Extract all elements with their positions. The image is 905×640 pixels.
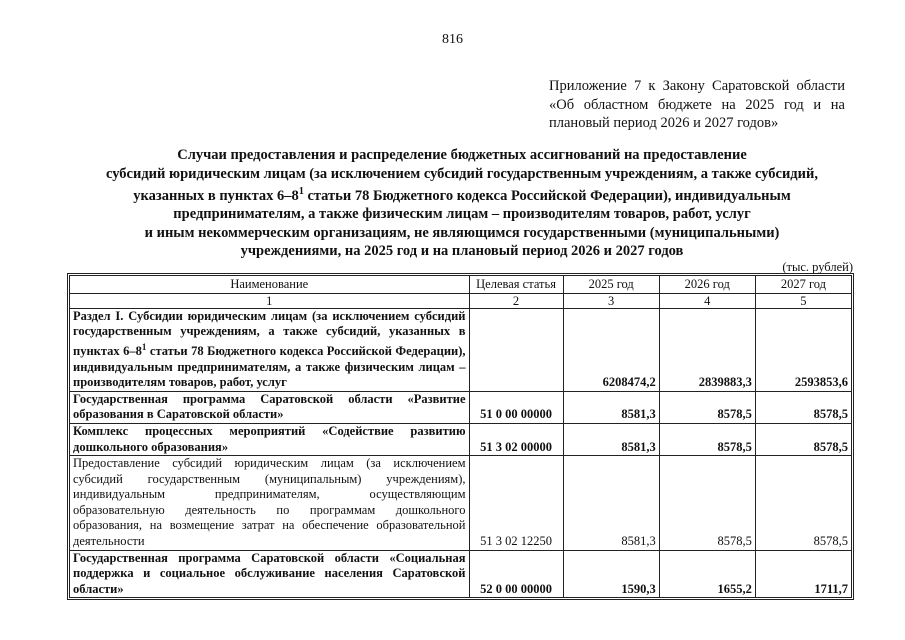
- title-line: учреждениями, на 2025 год и на плановый период 2026 и 2027 годов: [240, 243, 684, 260]
- row-2025: 8581,3: [563, 456, 659, 551]
- title-line: Случаи предоставления и распределение бюджетных ассигнований на предоставление: [177, 147, 747, 163]
- column-number: 3: [563, 293, 659, 308]
- row-2027: 1711,7: [755, 550, 851, 598]
- row-code: 51 3 02 12250: [469, 456, 563, 551]
- column-number: 2: [469, 293, 563, 308]
- row-2027: 8578,5: [755, 391, 851, 423]
- appendix-line: «Об областном бюджете на 2025 год и на: [549, 96, 845, 113]
- header-2026: 2026 год: [659, 276, 755, 294]
- title-line: субсидий юридическим лицам (за исключением субсидий государственным учреждениям, а также субсидий,: [106, 165, 818, 182]
- row-name: Комплекс процессных мероприятий «Содействие развитию дошкольного образования»: [70, 423, 470, 455]
- header-name: Наименование: [70, 276, 470, 294]
- units-label: (тыс. рублей): [782, 260, 853, 274]
- appendix-note: [549, 77, 845, 133]
- row-2026: 8578,5: [659, 423, 755, 455]
- row-name: Государственная программа Саратовской области «Развитие образования в Саратовской области»: [70, 391, 470, 423]
- title-text: указанных в пунктах 6–8: [133, 187, 299, 204]
- row-name: Предоставление субсидий юридическим лицам (за исключением субсидий государственным (муниципальным) учреждениям), индивидуальным предпринимателям, осуществляющим образовательную деятельность по программам дошкольного образования, на возмещение затрат на обеспечение образовательной деятельности: [70, 456, 470, 551]
- column-number: 4: [659, 293, 755, 308]
- table-row: [70, 423, 852, 455]
- title-superscript: 1: [298, 186, 304, 197]
- table-row: [70, 391, 852, 423]
- row-2025: 6208474,2: [563, 308, 659, 391]
- row-name-superscript: 1: [141, 341, 147, 352]
- row-2026: 1655,2: [659, 550, 755, 598]
- header-2027: 2027 год: [755, 276, 851, 294]
- appendix-line: плановый период 2026 и 2027 годов»: [549, 115, 779, 131]
- column-number: 5: [755, 293, 851, 308]
- budget-table: [69, 275, 852, 598]
- row-2025: 1590,3: [563, 550, 659, 598]
- row-2026: 8578,5: [659, 391, 755, 423]
- column-number-row: [70, 293, 852, 308]
- document-title: [70, 146, 854, 261]
- row-name: Государственная программа Саратовской области «Социальная поддержка и социальное обслуживание населения Саратовской области»: [70, 550, 470, 598]
- row-name-text: статьи 78 Бюджетного кодекса Российской Федерации), индивидуальным предпринимателям, а также физическим лицам – производителям товаров, работ, услуг: [73, 343, 466, 390]
- title-text: статьи 78 Бюджетного кодекса Российской Федерации), индивидуальным: [303, 187, 791, 204]
- appendix-line: Приложение 7 к Закону Саратовской области: [549, 78, 845, 94]
- row-2027: 8578,5: [755, 456, 851, 551]
- title-line: [70, 183, 854, 205]
- table-row: [70, 550, 852, 598]
- header-code: Целевая статья: [469, 276, 563, 294]
- row-code: [469, 308, 563, 391]
- header-2025: 2025 год: [563, 276, 659, 294]
- title-line: предпринимателям, а также физическим лицам – производителям товаров, работ, услуг: [173, 206, 751, 223]
- column-number: 1: [70, 293, 470, 308]
- budget-table-frame: [67, 273, 854, 600]
- row-name-text: Раздел I. Субсидии юридическим лицам (за исключением субсидий государственным учреждениям, а также субсидий, указанных в пунктах 6–8: [73, 308, 466, 358]
- row-2026: 8578,5: [659, 456, 755, 551]
- row-name: [70, 308, 470, 391]
- table-row: [70, 456, 852, 551]
- row-code: 51 3 02 00000: [469, 423, 563, 455]
- title-line: и иным некоммерческим организациям, не являющимся государственными (муниципальными): [144, 224, 780, 241]
- table-row-section-1: [70, 308, 852, 391]
- row-2025: 8581,3: [563, 423, 659, 455]
- row-2027: 2593853,6: [755, 308, 851, 391]
- row-code: 52 0 00 00000: [469, 550, 563, 598]
- header-row: [70, 276, 852, 294]
- row-2026: 2839883,3: [659, 308, 755, 391]
- row-code: 51 0 00 00000: [469, 391, 563, 423]
- page-number: 816: [442, 32, 463, 47]
- row-2025: 8581,3: [563, 391, 659, 423]
- row-2027: 8578,5: [755, 423, 851, 455]
